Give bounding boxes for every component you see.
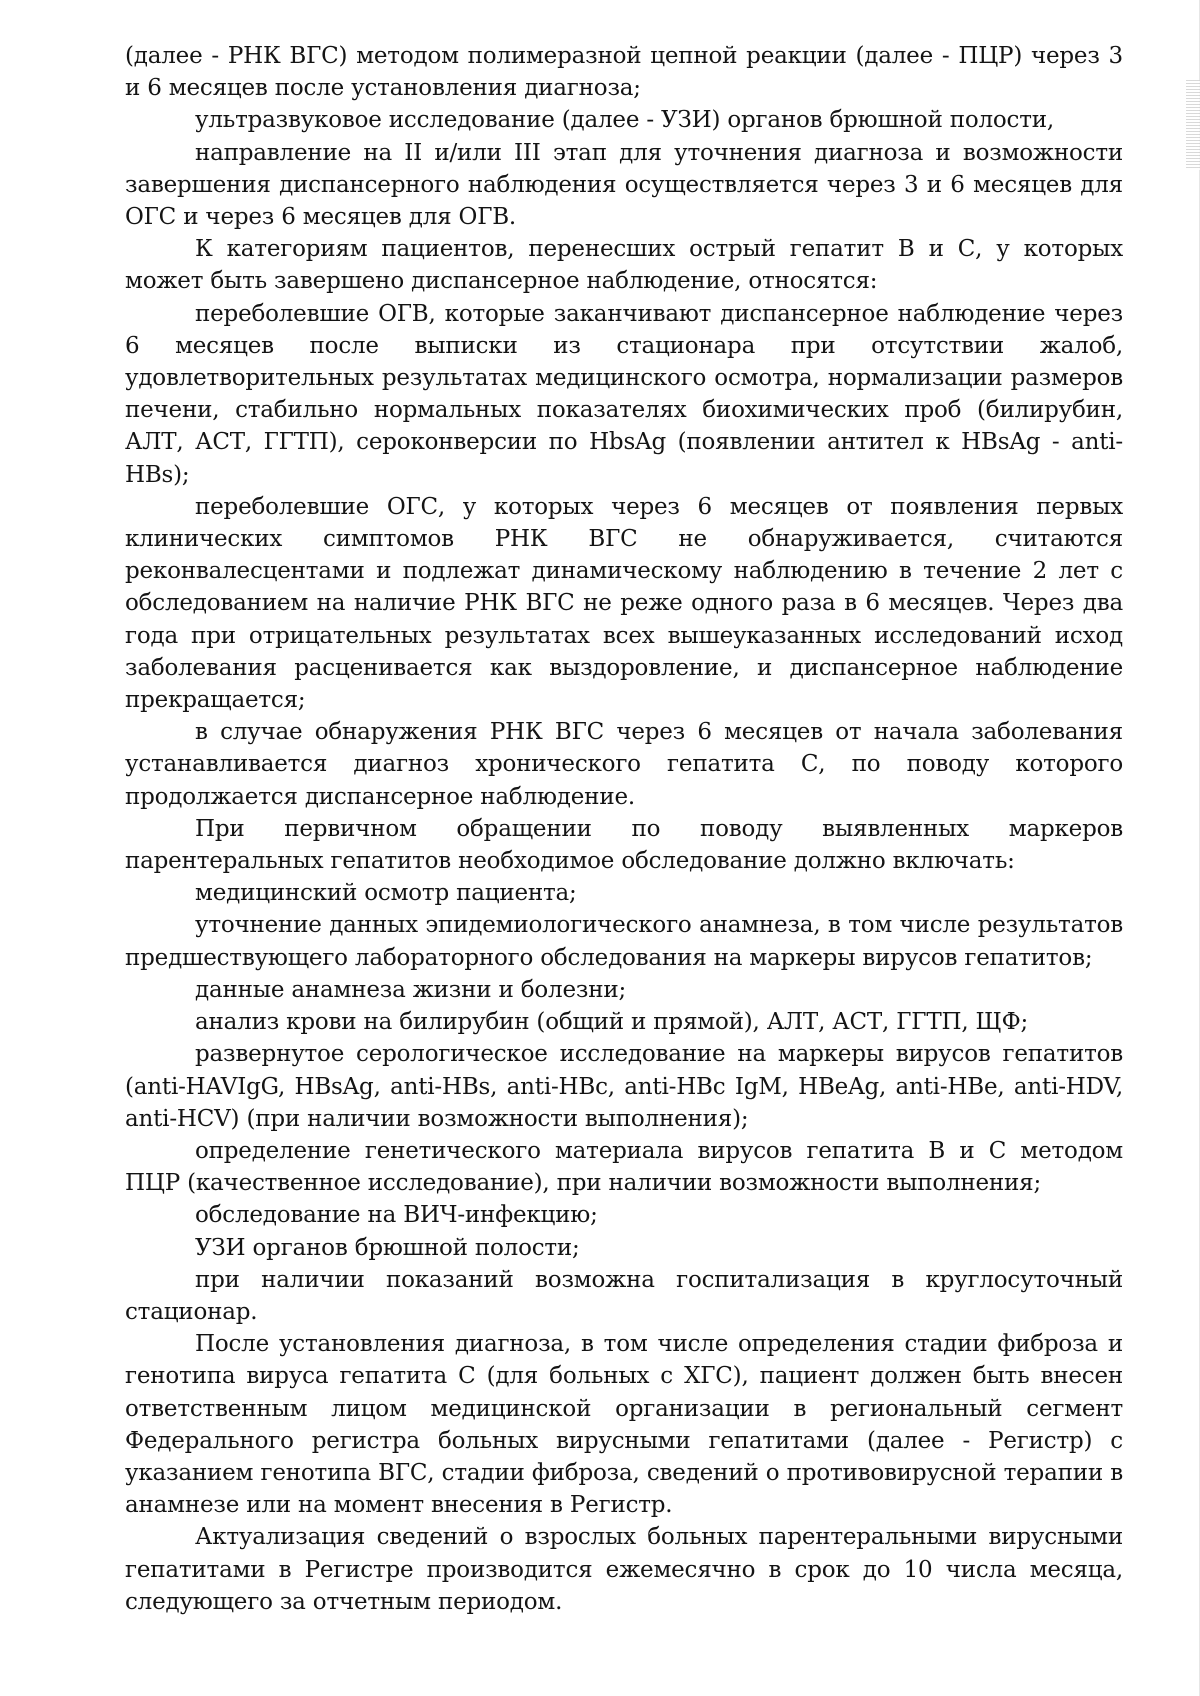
- paragraph-19: Актуализация сведений о взрослых больных парентеральными вирусными гепатитами в Регистре производится ежемесячно в срок до 10 числа месяца, следующего за отчетным периодом.: [125, 1524, 1123, 1615]
- paragraph-12: анализ крови на билирубин (общий и прямой), АЛТ, АСТ, ГГТП, ЩФ;: [195, 1009, 1029, 1036]
- document-body: [125, 40, 1123, 1618]
- paragraph-13: развернутое серологическое исследование на маркеры вирусов гепатитов (anti-HAVIgG, HBsAg, anti-HBs, anti-HBc, anti-HBc IgM, HBeAg, anti-HBe, anti-HDV, anti-HCV) (при наличии возможности выполнения);: [125, 1041, 1123, 1132]
- paragraph-9: медицинский осмотр пациента;: [195, 880, 577, 907]
- paragraph-8: При первичном обращении по поводу выявленных маркеров парентеральных гепатитов необходимое обследование должно включать:: [125, 815, 1123, 875]
- paragraph-2: ультразвуковое исследование (далее - УЗИ) органов брюшной полости,: [195, 107, 1054, 134]
- paragraph-5: переболевшие ОГВ, которые заканчивают диспансерное наблюдение через 6 месяцев после выписки из стационара при отсутствии жалоб, удовлетворительных результатах медицинского осмотра, нормализации размеров печени, стабильно нормальных показателях биохимических проб (билирубин, АЛТ, АСТ, ГГТП), сероконверсии по HbsAg (появлении антител к HBsAg - anti-HBs);: [125, 300, 1123, 488]
- paragraph-16: УЗИ органов брюшной полости;: [195, 1234, 580, 1261]
- paragraph-15: обследование на ВИЧ-инфекцию;: [195, 1202, 598, 1229]
- paragraph-18: После установления диагноза, в том числе определения стадии фиброза и генотипа вируса гепатита С (для больных с ХГС), пациент должен быть внесен ответственным лицом медицинской организации в региональный сегмент Федерального регистра больных вирусными гепатитами (далее - Регистр) с указанием генотипа ВГС, стадии фиброза, сведений о противовирусной терапии в анамнезе или на момент внесения в Регистр.: [125, 1331, 1123, 1519]
- paragraph-14: определение генетического материала вирусов гепатита В и С методом ПЦР (качественное исследование), при наличии возможности выполнения;: [125, 1137, 1123, 1197]
- paragraph-17: при наличии показаний возможна госпитализация в круглосуточный стационар.: [125, 1266, 1123, 1325]
- paragraph-1: (далее - РНК ВГС) методом полимеразной цепной реакции (далее - ПЦР) через 3 и 6 месяцев после установления диагноза;: [125, 43, 1123, 102]
- paragraph-7: в случае обнаружения РНК ВГС через 6 месяцев от начала заболевания устанавливается диагноз хронического гепатита С, по поводу которого продолжается диспансерное наблюдение.: [125, 719, 1123, 810]
- paragraph-3: направление на II и/или III этап для уточнения диагноза и возможности завершения диспансерного наблюдения осуществляется через 3 и 6 месяцев для ОГС и через 6 месяцев для ОГВ.: [125, 139, 1123, 231]
- paragraph-4: К категориям пациентов, перенесших острый гепатит В и С, у которых может быть завершено диспансерное наблюдение, относятся:: [125, 236, 1123, 295]
- scan-edge-artifact: [1186, 80, 1200, 170]
- paragraph-6: переболевшие ОГС, у которых через 6 месяцев от появления первых клинических симптомов РНК ВГС не обнаруживается, считаются реконвалесцентами и подлежат динамическому наблюдению в течение 2 лет с обследованием на наличие РНК ВГС не реже одного раза в 6 месяцев. Через два года при отрицательных результатах всех вышеуказанных исследований исход заболевания расценивается как выздоровление, и диспансерное наблюдение прекращается;: [125, 493, 1123, 714]
- paragraph-11: данные анамнеза жизни и болезни;: [195, 976, 627, 1003]
- paragraph-10: уточнение данных эпидемиологического анамнеза, в том числе результатов предшествующего лабораторного обследования на маркеры вирусов гепатитов;: [125, 912, 1123, 971]
